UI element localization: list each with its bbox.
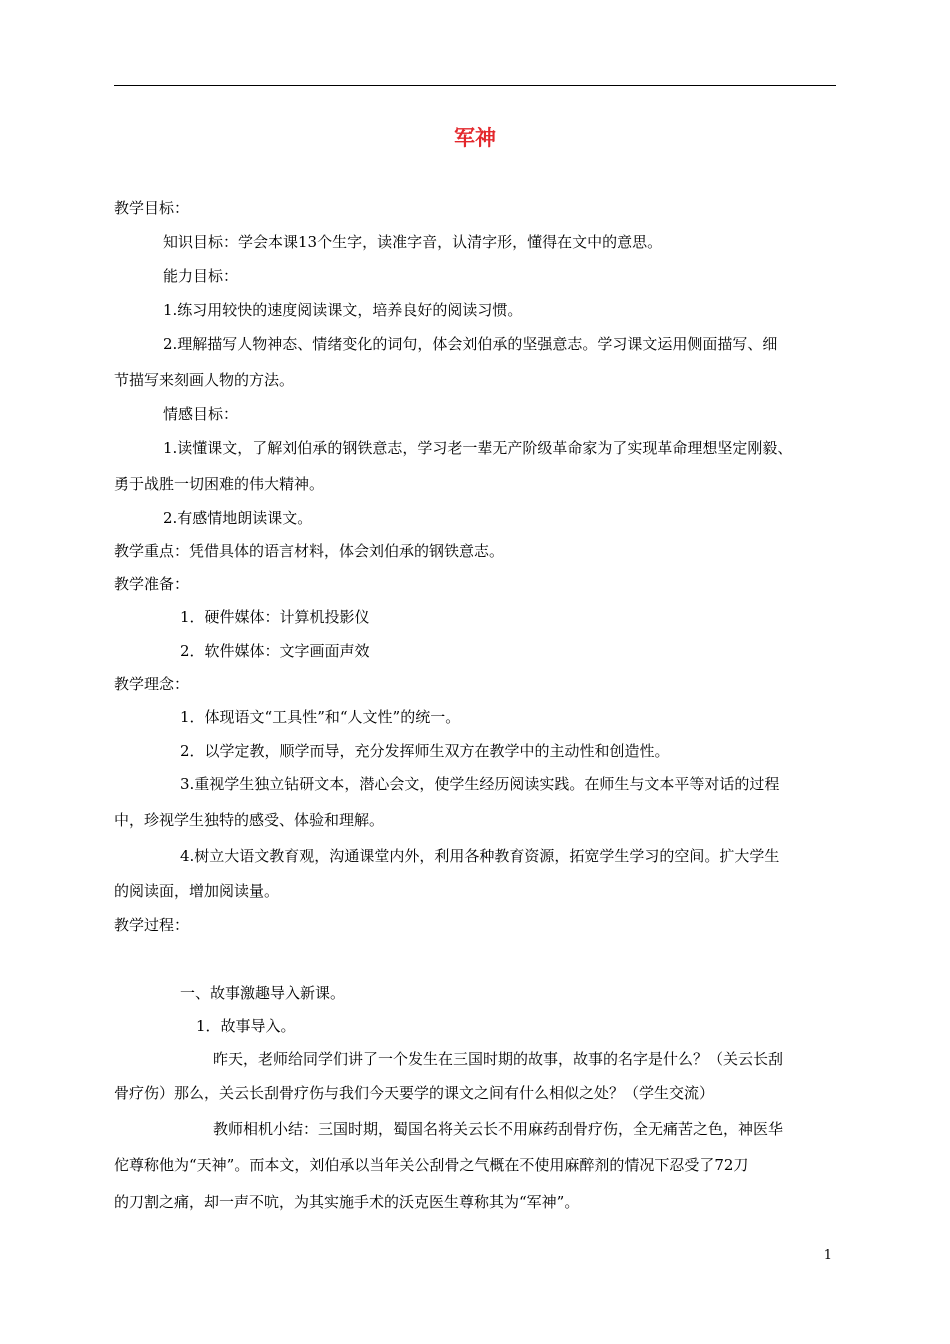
story-paragraph-1-cont: 骨疗伤）那么，关云长刮骨疗伤与我们今天要学的课文之间有什么相似之处？（学生交流） — [114, 1084, 715, 1102]
emotion-goal-1-cont: 勇于战胜一切困难的伟大精神。 — [114, 475, 325, 493]
teaching-focus: 教学重点：凭借具体的语言材料，体会刘伯承的钢铁意志。 — [114, 542, 505, 560]
header-rule — [114, 85, 836, 86]
document-title: 军神 — [454, 126, 496, 150]
ability-goal-heading: 能力目标： — [163, 267, 239, 285]
philosophy-4-cont: 的阅读面，增加阅读量。 — [114, 882, 280, 900]
summary-paragraph: 教师相机小结：三国时期，蜀国名将关云长不用麻药刮骨疗伤，全无痛苦之色，神医华 — [213, 1120, 784, 1138]
ability-goal-2: 2.理解描写人物神态、情绪变化的词句，体会刘伯承的坚强意志。学习课文运用侧面描写、细 — [163, 335, 778, 353]
ability-goal-2-cont: 节描写来刻画人物的方法。 — [114, 371, 295, 389]
philosophy-1: 1．体现语文“工具性”和“人文性”的统一。 — [180, 708, 461, 726]
preparation-1: 1．硬件媒体：计算机投影仪 — [180, 608, 370, 626]
knowledge-goal: 知识目标：学会本课13个生字，读准字音，认清字形，懂得在文中的意思。 — [163, 233, 663, 251]
process-step-1: 1．故事导入。 — [196, 1017, 296, 1035]
emotion-goal-heading: 情感目标： — [163, 405, 239, 423]
heading-philosophy: 教学理念： — [114, 675, 190, 693]
story-paragraph-1: 昨天，老师给同学们讲了一个发生在三国时期的故事，故事的名字是什么？（关云长刮 — [213, 1050, 784, 1068]
philosophy-3-cont: 中，珍视学生独特的感受、体验和理解。 — [114, 811, 385, 829]
process-section-1: 一、故事激趣导入新课。 — [180, 984, 346, 1002]
philosophy-4: 4.树立大语文教育观，沟通课堂内外，利用各种教育资源，拓宽学生学习的空间。扩大学生 — [180, 847, 780, 865]
preparation-2: 2．软件媒体：文字画面声效 — [180, 642, 370, 660]
heading-process: 教学过程： — [114, 916, 190, 934]
philosophy-3: 3.重视学生独立钻研文本，潜心会文，使学生经历阅读实践。在师生与文本平等对话的过程 — [180, 775, 780, 793]
emotion-goal-2: 2.有感情地朗读课文。 — [163, 509, 313, 527]
summary-paragraph-cont-1: 佗尊称他为“天神”。而本文，刘伯承以当年关公刮骨之气概在不使用麻醉剂的情况下忍受了72刀 — [114, 1156, 749, 1174]
emotion-goal-1: 1.读懂课文，了解刘伯承的钢铁意志，学习老一辈无产阶级革命家为了实现革命理想坚定刚毅、 — [163, 439, 793, 457]
page-number: 1 — [823, 1248, 832, 1263]
heading-teaching-goals: 教学目标： — [114, 199, 190, 217]
philosophy-2: 2．以学定教，顺学而导，充分发挥师生双方在教学中的主动性和创造性。 — [180, 742, 670, 760]
ability-goal-1: 1.练习用较快的速度阅读课文，培养良好的阅读习惯。 — [163, 301, 523, 319]
heading-preparation: 教学准备： — [114, 575, 190, 593]
summary-paragraph-cont-2: 的刀割之痛，却一声不吭，为其实施手术的沃克医生尊称其为“军神”。 — [114, 1193, 580, 1211]
